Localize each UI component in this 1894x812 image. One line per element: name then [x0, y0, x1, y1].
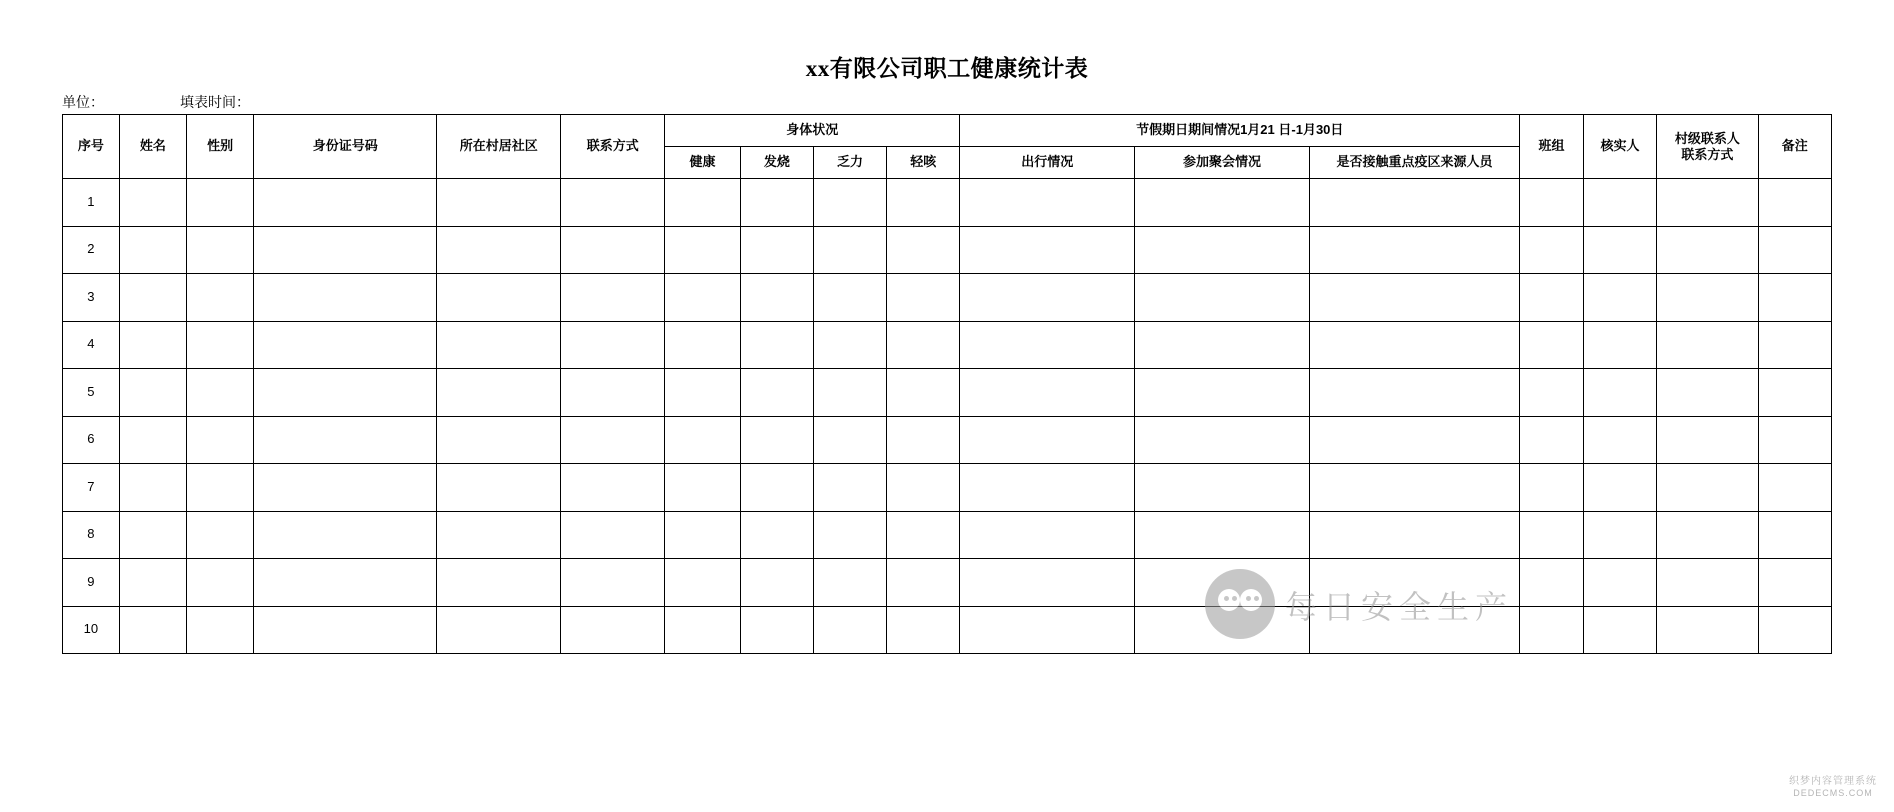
- cell-verifier[interactable]: [1583, 226, 1656, 274]
- col-header-team: 班组: [1520, 115, 1584, 179]
- cell-village-contact[interactable]: [1657, 416, 1759, 464]
- cell-index: 7: [63, 464, 120, 512]
- cell-health-cough[interactable]: [887, 416, 960, 464]
- cell-village-contact[interactable]: [1657, 606, 1759, 654]
- page-title: xx有限公司职工健康统计表: [805, 56, 1089, 81]
- health-statistics-table: [62, 114, 1832, 654]
- cell-holiday-travel[interactable]: [960, 511, 1135, 559]
- cell-holiday-gathering[interactable]: [1135, 416, 1310, 464]
- col-header-health-cough: 轻咳: [887, 147, 960, 179]
- village-contact-line-1: 村级联系人: [1674, 130, 1740, 146]
- table-row[interactable]: [63, 226, 1832, 274]
- cell-health-cough[interactable]: [887, 559, 960, 607]
- cell-verifier[interactable]: [1583, 274, 1656, 322]
- cell-health-fatigue[interactable]: [813, 511, 886, 559]
- col-header-id-number: 身份证号码: [254, 115, 437, 179]
- cell-health-healthy[interactable]: [665, 606, 741, 654]
- cell-health-fatigue[interactable]: [813, 416, 886, 464]
- cell-id-number[interactable]: [254, 179, 437, 227]
- cell-health-healthy[interactable]: [665, 274, 741, 322]
- cell-holiday-travel[interactable]: [960, 321, 1135, 369]
- cell-village[interactable]: [437, 511, 561, 559]
- col-header-health-healthy: 健康: [665, 147, 741, 179]
- cell-gender[interactable]: [186, 179, 253, 227]
- cell-health-healthy[interactable]: [665, 321, 741, 369]
- cell-health-fever[interactable]: [740, 321, 813, 369]
- cell-remark[interactable]: [1758, 511, 1831, 559]
- cell-remark[interactable]: [1758, 321, 1831, 369]
- cell-team[interactable]: [1520, 369, 1584, 417]
- cell-holiday-contact-epidemic[interactable]: [1309, 511, 1519, 559]
- wechat-logo-icon: [1205, 569, 1275, 639]
- cell-remark[interactable]: [1758, 226, 1831, 274]
- cell-gender[interactable]: [186, 606, 253, 654]
- table-row[interactable]: [63, 179, 1832, 227]
- meta-row: [62, 92, 862, 112]
- cell-health-cough[interactable]: [887, 464, 960, 512]
- cell-team[interactable]: [1520, 416, 1584, 464]
- cell-health-fatigue[interactable]: [813, 321, 886, 369]
- cell-health-fever[interactable]: [740, 179, 813, 227]
- watermark: [1205, 562, 1535, 652]
- cell-gender[interactable]: [186, 464, 253, 512]
- cell-health-fatigue[interactable]: [813, 559, 886, 607]
- cell-contact[interactable]: [561, 369, 665, 417]
- cell-id-number[interactable]: [254, 511, 437, 559]
- table-body: [63, 179, 1832, 654]
- cell-team[interactable]: [1520, 321, 1584, 369]
- cell-holiday-gathering[interactable]: [1135, 179, 1310, 227]
- cell-verifier[interactable]: [1583, 606, 1656, 654]
- footer-brand: [1772, 775, 1894, 800]
- cell-holiday-gathering[interactable]: [1135, 511, 1310, 559]
- footer-brand-en: DEDECMS.COM: [1793, 788, 1873, 798]
- cell-index: 5: [63, 369, 120, 417]
- cell-village[interactable]: [437, 179, 561, 227]
- cell-health-cough[interactable]: [887, 511, 960, 559]
- cell-holiday-travel[interactable]: [960, 464, 1135, 512]
- cell-contact[interactable]: [561, 321, 665, 369]
- cell-index: 3: [63, 274, 120, 322]
- cell-village[interactable]: [437, 416, 561, 464]
- cell-village[interactable]: [437, 369, 561, 417]
- table-row[interactable]: [63, 321, 1832, 369]
- cell-name[interactable]: [119, 274, 186, 322]
- cell-contact[interactable]: [561, 416, 665, 464]
- cell-village[interactable]: [437, 274, 561, 322]
- cell-name[interactable]: [119, 369, 186, 417]
- table-row[interactable]: [63, 511, 1832, 559]
- cell-remark[interactable]: [1758, 606, 1831, 654]
- cell-village-contact[interactable]: [1657, 321, 1759, 369]
- cell-id-number[interactable]: [254, 559, 437, 607]
- cell-holiday-travel[interactable]: [960, 606, 1135, 654]
- cell-contact[interactable]: [561, 511, 665, 559]
- cell-name[interactable]: [119, 511, 186, 559]
- cell-health-healthy[interactable]: [665, 511, 741, 559]
- cell-contact[interactable]: [561, 606, 665, 654]
- cell-village-contact[interactable]: [1657, 369, 1759, 417]
- cell-health-healthy[interactable]: [665, 464, 741, 512]
- cell-index: 4: [63, 321, 120, 369]
- cell-holiday-contact-epidemic[interactable]: [1309, 321, 1519, 369]
- cell-index: 2: [63, 226, 120, 274]
- cell-health-cough[interactable]: [887, 179, 960, 227]
- cell-holiday-contact-epidemic[interactable]: [1309, 369, 1519, 417]
- cell-name[interactable]: [119, 606, 186, 654]
- cell-contact[interactable]: [561, 226, 665, 274]
- cell-index: 10: [63, 606, 120, 654]
- cell-index: 6: [63, 416, 120, 464]
- cell-health-healthy[interactable]: [665, 416, 741, 464]
- cell-team[interactable]: [1520, 179, 1584, 227]
- cell-verifier[interactable]: [1583, 321, 1656, 369]
- cell-gender[interactable]: [186, 226, 253, 274]
- cell-name[interactable]: [119, 226, 186, 274]
- cell-holiday-travel[interactable]: [960, 179, 1135, 227]
- cell-id-number[interactable]: [254, 226, 437, 274]
- cell-team[interactable]: [1520, 464, 1584, 512]
- col-header-health-fever: 发烧: [740, 147, 813, 179]
- cell-index: 9: [63, 559, 120, 607]
- cell-verifier[interactable]: [1583, 464, 1656, 512]
- cell-village-contact[interactable]: [1657, 559, 1759, 607]
- cell-remark[interactable]: [1758, 274, 1831, 322]
- fill-time-label: 填表时间：: [180, 94, 250, 110]
- cell-health-fatigue[interactable]: [813, 606, 886, 654]
- cell-health-cough[interactable]: [887, 274, 960, 322]
- cell-health-fatigue[interactable]: [813, 274, 886, 322]
- cell-health-cough[interactable]: [887, 369, 960, 417]
- cell-id-number[interactable]: [254, 369, 437, 417]
- table-row[interactable]: [63, 606, 1832, 654]
- col-header-health-group: 身体状况: [665, 115, 960, 147]
- cell-verifier[interactable]: [1583, 416, 1656, 464]
- cell-holiday-contact-epidemic[interactable]: [1309, 226, 1519, 274]
- table-row[interactable]: [63, 369, 1832, 417]
- cell-holiday-travel[interactable]: [960, 274, 1135, 322]
- cell-village-contact[interactable]: [1657, 511, 1759, 559]
- cell-village[interactable]: [437, 321, 561, 369]
- col-header-verifier: 核实人: [1583, 115, 1656, 179]
- cell-health-cough[interactable]: [887, 606, 960, 654]
- cell-health-fever[interactable]: [740, 416, 813, 464]
- cell-verifier[interactable]: [1583, 179, 1656, 227]
- cell-health-fatigue[interactable]: [813, 464, 886, 512]
- cell-holiday-contact-epidemic[interactable]: [1309, 179, 1519, 227]
- cell-health-cough[interactable]: [887, 226, 960, 274]
- cell-name[interactable]: [119, 559, 186, 607]
- cell-remark[interactable]: [1758, 464, 1831, 512]
- cell-village[interactable]: [437, 464, 561, 512]
- cell-holiday-travel[interactable]: [960, 369, 1135, 417]
- cell-health-fever[interactable]: [740, 606, 813, 654]
- cell-contact[interactable]: [561, 179, 665, 227]
- cell-holiday-contact-epidemic[interactable]: [1309, 416, 1519, 464]
- cell-gender[interactable]: [186, 321, 253, 369]
- cell-remark[interactable]: [1758, 416, 1831, 464]
- cell-village[interactable]: [437, 606, 561, 654]
- cell-name[interactable]: [119, 464, 186, 512]
- col-header-village-contact: [1657, 115, 1759, 179]
- cell-gender[interactable]: [186, 274, 253, 322]
- cell-health-fatigue[interactable]: [813, 179, 886, 227]
- cell-health-fever[interactable]: [740, 464, 813, 512]
- cell-holiday-contact-epidemic[interactable]: [1309, 464, 1519, 512]
- cell-index: 8: [63, 511, 120, 559]
- cell-health-healthy[interactable]: [665, 369, 741, 417]
- col-header-holiday-contact-epidemic: 是否接触重点疫区来源人员: [1309, 147, 1519, 179]
- cell-health-healthy[interactable]: [665, 559, 741, 607]
- cell-health-fever[interactable]: [740, 559, 813, 607]
- cell-verifier[interactable]: [1583, 559, 1656, 607]
- cell-contact[interactable]: [561, 464, 665, 512]
- cell-verifier[interactable]: [1583, 511, 1656, 559]
- unit-label: 单位：: [62, 94, 104, 110]
- cell-team[interactable]: [1520, 226, 1584, 274]
- col-header-health-fatigue: 乏力: [813, 147, 886, 179]
- cell-gender[interactable]: [186, 511, 253, 559]
- watermark-text: 每日安全生产: [1285, 588, 1514, 626]
- cell-health-healthy[interactable]: [665, 226, 741, 274]
- cell-index: 1: [63, 179, 120, 227]
- cell-id-number[interactable]: [254, 606, 437, 654]
- cell-village[interactable]: [437, 559, 561, 607]
- cell-health-fever[interactable]: [740, 369, 813, 417]
- cell-team[interactable]: [1520, 274, 1584, 322]
- cell-id-number[interactable]: [254, 416, 437, 464]
- cell-health-fatigue[interactable]: [813, 369, 886, 417]
- cell-health-fatigue[interactable]: [813, 226, 886, 274]
- col-header-contact: 联系方式: [561, 115, 665, 179]
- cell-health-cough[interactable]: [887, 321, 960, 369]
- cell-id-number[interactable]: [254, 464, 437, 512]
- col-header-holiday-group: 节假期日期间情况1月21 日-1月30日: [960, 115, 1520, 147]
- village-contact-line-2: 联系方式: [1681, 146, 1734, 162]
- cell-village-contact[interactable]: [1657, 274, 1759, 322]
- cell-holiday-gathering[interactable]: [1135, 369, 1310, 417]
- cell-gender[interactable]: [186, 416, 253, 464]
- cell-contact[interactable]: [561, 559, 665, 607]
- table-row[interactable]: [63, 416, 1832, 464]
- table-row[interactable]: [63, 464, 1832, 512]
- col-header-gender: 性别: [186, 115, 253, 179]
- cell-village-contact[interactable]: [1657, 179, 1759, 227]
- cell-holiday-travel[interactable]: [960, 416, 1135, 464]
- cell-team[interactable]: [1520, 511, 1584, 559]
- cell-holiday-gathering[interactable]: [1135, 464, 1310, 512]
- cell-holiday-contact-epidemic[interactable]: [1309, 274, 1519, 322]
- col-header-index: 序号: [63, 115, 120, 179]
- cell-holiday-gathering[interactable]: [1135, 226, 1310, 274]
- cell-village-contact[interactable]: [1657, 464, 1759, 512]
- cell-gender[interactable]: [186, 559, 253, 607]
- cell-contact[interactable]: [561, 274, 665, 322]
- cell-holiday-travel[interactable]: [960, 559, 1135, 607]
- cell-id-number[interactable]: [254, 321, 437, 369]
- cell-id-number[interactable]: [254, 274, 437, 322]
- col-header-village: 所在村居社区: [437, 115, 561, 179]
- cell-name[interactable]: [119, 416, 186, 464]
- footer-brand-cn: 织梦内容管理系统: [1789, 776, 1877, 787]
- table-row[interactable]: [63, 274, 1832, 322]
- cell-village-contact[interactable]: [1657, 226, 1759, 274]
- table-row[interactable]: [63, 559, 1832, 607]
- cell-village[interactable]: [437, 226, 561, 274]
- table-header-row-1: [63, 115, 1832, 147]
- cell-name[interactable]: [119, 179, 186, 227]
- cell-remark[interactable]: [1758, 369, 1831, 417]
- cell-holiday-gathering[interactable]: [1135, 274, 1310, 322]
- cell-remark[interactable]: [1758, 559, 1831, 607]
- cell-remark[interactable]: [1758, 179, 1831, 227]
- cell-health-healthy[interactable]: [665, 179, 741, 227]
- cell-gender[interactable]: [186, 369, 253, 417]
- cell-health-fever[interactable]: [740, 274, 813, 322]
- cell-health-fever[interactable]: [740, 511, 813, 559]
- cell-health-fever[interactable]: [740, 226, 813, 274]
- cell-name[interactable]: [119, 321, 186, 369]
- col-header-holiday-travel: 出行情况: [960, 147, 1135, 179]
- col-header-name: 姓名: [119, 115, 186, 179]
- col-header-holiday-gathering: 参加聚会情况: [1135, 147, 1310, 179]
- cell-holiday-gathering[interactable]: [1135, 321, 1310, 369]
- col-header-remark: 备注: [1758, 115, 1831, 179]
- cell-verifier[interactable]: [1583, 369, 1656, 417]
- cell-holiday-travel[interactable]: [960, 226, 1135, 274]
